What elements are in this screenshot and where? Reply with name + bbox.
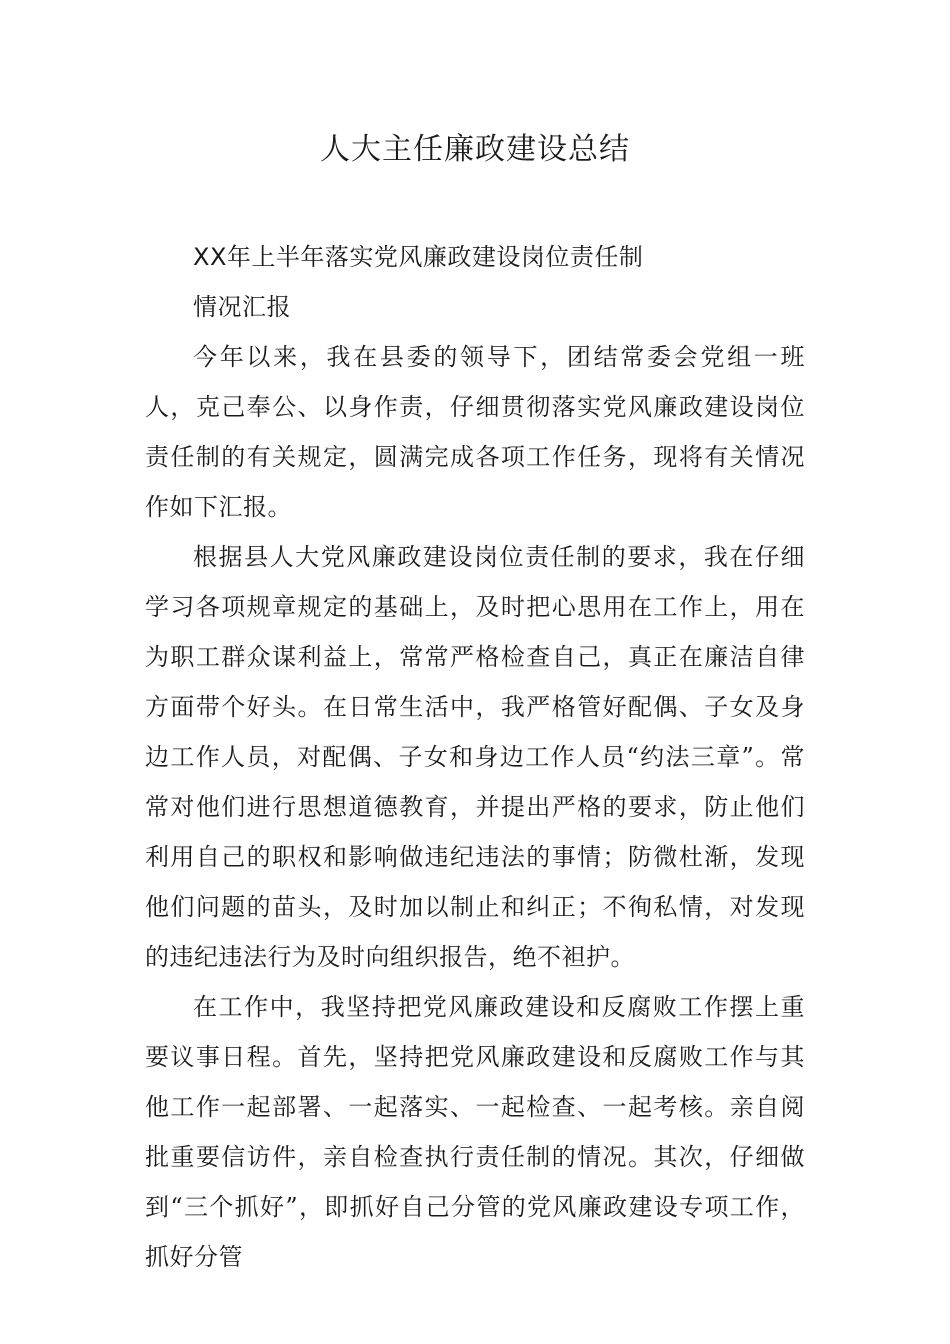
document-body [145,232,805,1282]
document-title: 人大主任廉政建设总结 [320,132,630,167]
report-subtitle-line-1: XX年上半年落实党风廉政建设岗位责任制 [193,243,644,271]
paragraph-self-discipline: 根据县人大党风廉政建设岗位责任制的要求，我在仔细学习各项规章规定的基础上，及时把心思用在工作上，用在为职工群众谋利益上，常常严格检查自己，真正在廉洁自律方面带个好头。在日常生活中，我严格管好配偶、子女及身边工作人员，对配偶、子女和身边工作人员“约法三章”。常常对他们进行思想道德教育，并提出严格的要求，防止他们利用自己的职权和影响做违纪违法的事情；防微杜渐，发现他们问题的苗头，及时加以制止和纠正；不徇私情，对发现的违纪违法行为及时向组织报告，绝不袒护。 [145,543,805,971]
report-subtitle-line-2: 情况汇报 [193,293,291,321]
paragraph-work-measures: 在工作中，我坚持把党风廉政建设和反腐败工作摆上重要议事日程。首先，坚持把党风廉政建设和反腐败工作与其他工作一起部署、一起落实、一起检查、一起考核。亲自阅批重要信访件，亲自检查执行责任制的情况。其次，仔细做到“三个抓好”，即抓好自己分管的党风廉政建设专项工作，抓好分管 [145,993,805,1271]
paragraph-intro: 今年以来，我在县委的领导下，团结常委会党组一班人，克己奉公、以身作责，仔细贯彻落实党风廉政建设岗位责任制的有关规定，圆满完成各项工作任务，现将有关情况作如下汇报。 [145,343,805,521]
